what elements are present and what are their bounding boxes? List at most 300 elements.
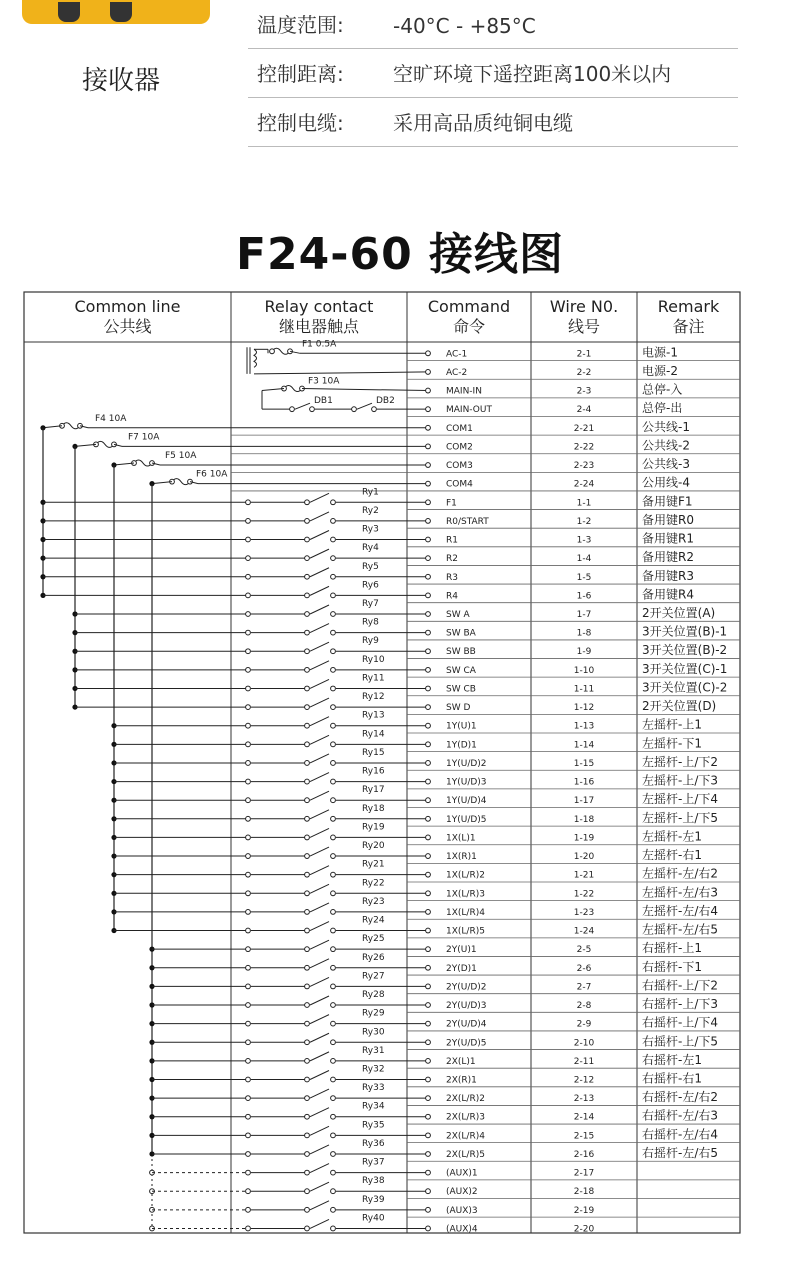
terminal-icon (331, 854, 336, 859)
remark-label: 公共线-3 (642, 457, 690, 472)
terminal-icon (305, 1170, 310, 1175)
remark-label: 右摇杆-下1 (642, 959, 702, 974)
remark-label: 备用键F1 (642, 494, 693, 509)
command-label: COM4 (446, 479, 473, 490)
relay-contact-icon (310, 512, 329, 521)
relay-contact-icon (310, 1164, 329, 1173)
relay-contact-icon (310, 661, 329, 670)
remark-label: 右摇杆-上/下5 (642, 1034, 719, 1049)
terminal-icon (331, 574, 336, 579)
terminal-icon (426, 1040, 431, 1045)
terminal-icon (426, 556, 431, 561)
command-label: R4 (446, 591, 458, 602)
wire-number: 2-5 (576, 945, 592, 956)
remark-label: 左摇杆-左1 (642, 829, 702, 844)
terminal-icon (426, 723, 431, 728)
terminal-icon (352, 407, 357, 412)
wire-number: 1-5 (576, 572, 592, 583)
remark-label: 3开关位置(B)-2 (642, 643, 728, 658)
remark-label: 右摇杆-上/下4 (642, 1015, 719, 1030)
relay-label: Ry11 (362, 673, 385, 684)
command-label: SW CB (446, 684, 476, 695)
terminal-icon (305, 835, 310, 840)
command-label: (AUX)4 (446, 1224, 478, 1235)
relay-contact-icon (310, 605, 329, 614)
terminal-icon (305, 593, 310, 598)
terminal-icon (426, 444, 431, 449)
terminal-icon (305, 1077, 310, 1082)
remark-label: 备用键R3 (642, 568, 694, 583)
terminal-icon (331, 798, 336, 803)
terminal-icon (246, 872, 251, 877)
wire-number: 1-14 (573, 740, 595, 751)
terminal-icon (426, 686, 431, 691)
terminal-icon (246, 761, 251, 766)
command-label: 2X(L/R)2 (446, 1094, 485, 1105)
relay-contact-icon (310, 1108, 329, 1117)
breaker-contact-icon (295, 403, 310, 409)
relay-contact-icon (310, 1182, 329, 1191)
terminal-icon (246, 518, 251, 523)
remark-label: 2开关位置(A) (642, 605, 716, 620)
relay-contact-icon (310, 866, 329, 875)
terminal-icon (305, 1021, 310, 1026)
terminal-icon (246, 965, 251, 970)
relay-contact-icon (310, 531, 329, 540)
spec-value: -40°C - +85°C (393, 14, 536, 38)
terminal-icon (331, 1003, 336, 1008)
remark-label: 左摇杆-左/右4 (642, 903, 719, 918)
relay-label: Ry15 (362, 747, 385, 758)
terminal-icon (426, 649, 431, 654)
wire-number: 1-4 (576, 554, 592, 565)
terminal-icon (426, 370, 431, 375)
terminal-icon (331, 761, 336, 766)
terminal-icon (426, 518, 431, 523)
wire-number: 2-11 (573, 1056, 595, 1067)
terminal-icon (305, 1207, 310, 1212)
relay-contact-icon (310, 698, 329, 707)
wire-number: 1-18 (573, 814, 595, 825)
terminal-icon (426, 537, 431, 542)
wire (262, 389, 284, 391)
wire (254, 372, 428, 374)
relay-contact-icon (310, 1219, 329, 1228)
terminal-icon (331, 965, 336, 970)
fuse-label: F6 10A (196, 469, 228, 480)
wire-number: 1-23 (573, 907, 595, 918)
command-label: AC-2 (446, 367, 468, 378)
spec-key: 控制电缆: (257, 111, 344, 135)
terminal-icon (246, 705, 251, 710)
wire-number: 2-21 (573, 423, 595, 434)
remark-label: 总停-出 (642, 401, 683, 416)
wire-number: 1-9 (576, 647, 592, 658)
wire-number: 1-21 (573, 870, 595, 881)
relay-contact-icon (310, 903, 329, 912)
relay-contact-icon (310, 959, 329, 968)
terminal-icon (246, 723, 251, 728)
command-label: 1X(L)1 (446, 833, 476, 844)
fuse-label: F7 10A (128, 432, 160, 443)
wire-number: 2-19 (573, 1205, 595, 1216)
terminal-icon (246, 612, 251, 617)
terminal-icon (331, 742, 336, 747)
relay-label: Ry4 (362, 543, 379, 554)
command-label: COM1 (446, 423, 473, 434)
remark-label: 备用键R4 (642, 587, 694, 602)
terminal-icon (246, 1170, 251, 1175)
relay-label: Ry2 (362, 505, 379, 516)
terminal-icon (246, 1003, 251, 1008)
terminal-icon (246, 1152, 251, 1157)
remark-label: 3开关位置(C)-2 (642, 680, 728, 695)
terminal-icon (246, 500, 251, 505)
wire-number: 1-12 (573, 703, 595, 714)
terminal-icon (305, 500, 310, 505)
relay-label: Ry7 (362, 598, 379, 609)
remark-label: 左摇杆-上/下5 (642, 810, 719, 825)
relay-label: Ry9 (362, 636, 379, 647)
terminal-icon (331, 705, 336, 710)
relay-contact-icon (310, 1201, 329, 1210)
remark-label: 备用键R1 (642, 531, 694, 546)
terminal-icon (246, 798, 251, 803)
relay-label: Ry33 (362, 1083, 385, 1094)
terminal-icon (331, 1170, 336, 1175)
relay-label: Ry17 (362, 785, 385, 796)
wire-number: 2-4 (576, 405, 592, 416)
terminal-icon (426, 965, 431, 970)
terminal-icon (426, 612, 431, 617)
remark-label: 左摇杆-上1 (642, 717, 702, 732)
wire-number: 1-11 (573, 684, 595, 695)
terminal-icon (246, 910, 251, 915)
relay-contact-icon (310, 754, 329, 763)
relay-label: Ry3 (362, 524, 379, 535)
terminal-icon (331, 910, 336, 915)
terminal-icon (331, 928, 336, 933)
relay-contact-icon (310, 549, 329, 558)
wire-number: 2-14 (573, 1112, 595, 1123)
terminal-icon (305, 779, 310, 784)
relay-label: Ry39 (362, 1194, 385, 1205)
terminal-icon (246, 537, 251, 542)
terminal-icon (246, 649, 251, 654)
terminal-icon (426, 705, 431, 710)
terminal-icon (426, 574, 431, 579)
column-header-zh: 继电器触点 (278, 317, 360, 336)
command-label: 2Y(U/D)2 (446, 982, 487, 993)
terminal-icon (426, 1058, 431, 1063)
relay-label: Ry5 (362, 561, 379, 572)
terminal-icon (246, 947, 251, 952)
terminal-icon (305, 1189, 310, 1194)
relay-label: Ry34 (362, 1101, 385, 1112)
column-header-zh: 备注 (672, 317, 705, 336)
command-label: 1X(R)1 (446, 852, 477, 863)
terminal-icon (426, 1003, 431, 1008)
fuse-label: F3 10A (308, 376, 340, 387)
terminal-icon (331, 723, 336, 728)
relay-contact-icon (310, 922, 329, 931)
wire-number: 1-17 (573, 796, 595, 807)
terminal-icon (246, 1096, 251, 1101)
command-label: 1Y(U/D)4 (446, 796, 487, 807)
spec-key: 控制距离: (257, 62, 344, 86)
remark-label: 2开关位置(D) (642, 699, 717, 714)
terminal-icon (331, 1207, 336, 1212)
wire (152, 482, 172, 484)
terminal-icon (331, 1040, 336, 1045)
remark-label: 公共线-2 (642, 438, 690, 453)
relay-contact-icon (310, 1089, 329, 1098)
terminal-icon (246, 1226, 251, 1231)
command-label: COM2 (446, 442, 473, 453)
terminal-icon (331, 984, 336, 989)
command-label: COM3 (446, 461, 473, 472)
terminal-icon (426, 835, 431, 840)
terminal-icon (305, 556, 310, 561)
terminal-icon (246, 816, 251, 821)
terminal-icon (305, 742, 310, 747)
wire-number: 1-15 (573, 758, 595, 769)
command-label: MAIN-OUT (446, 405, 492, 416)
spec-key: 温度范围: (257, 13, 344, 37)
remark-label: 右摇杆-上1 (642, 941, 702, 956)
command-label: 1Y(D)1 (446, 740, 477, 751)
remark-label: 左摇杆-上/下4 (642, 792, 719, 807)
wire-number: 1-3 (576, 535, 592, 546)
terminal-icon (305, 630, 310, 635)
remark-label: 右摇杆-左1 (642, 1052, 702, 1067)
fuse-label: F5 10A (165, 451, 197, 462)
terminal-icon (426, 984, 431, 989)
terminal-icon (246, 928, 251, 933)
relay-label: Ry8 (362, 617, 379, 628)
relay-contact-icon (310, 624, 329, 633)
terminal-icon (246, 1114, 251, 1119)
terminal-icon (331, 1226, 336, 1231)
terminal-icon (372, 407, 377, 412)
terminal-icon (305, 1003, 310, 1008)
terminal-icon (305, 1133, 310, 1138)
relay-label: Ry40 (362, 1213, 385, 1224)
command-label: 2Y(D)1 (446, 963, 477, 974)
relay-contact-icon (310, 810, 329, 819)
spec-value: 空旷环境下遥控距离100米以内 (393, 62, 672, 86)
command-label: 2X(R)1 (446, 1075, 477, 1086)
relay-contact-icon (310, 735, 329, 744)
terminal-icon (426, 761, 431, 766)
remark-label: 左摇杆-上/下2 (642, 754, 719, 769)
terminal-icon (426, 872, 431, 877)
relay-label: Ry12 (362, 692, 385, 703)
terminal-icon (305, 891, 310, 896)
terminal-icon (331, 537, 336, 542)
terminal-icon (426, 1021, 431, 1026)
command-label: 2Y(U/D)3 (446, 1001, 487, 1012)
terminal-icon (305, 537, 310, 542)
remark-label: 左摇杆-左/右5 (642, 922, 719, 937)
remark-label: 右摇杆-左/右2 (642, 1090, 719, 1105)
terminal-icon (270, 349, 275, 354)
relay-contact-icon (310, 773, 329, 782)
wire (302, 389, 428, 391)
terminal-icon (305, 761, 310, 766)
wire-number: 1-24 (573, 926, 595, 937)
terminal-icon (426, 798, 431, 803)
wire-number: 1-16 (573, 777, 595, 788)
relay-contact-icon (310, 1070, 329, 1079)
relay-contact-icon (310, 996, 329, 1005)
command-label: (AUX)2 (446, 1187, 478, 1198)
remark-label: 左摇杆-左/右2 (642, 866, 719, 881)
command-label: 2X(L/R)3 (446, 1112, 485, 1123)
command-label: AC-1 (446, 349, 468, 360)
terminal-icon (331, 649, 336, 654)
terminal-icon (426, 667, 431, 672)
terminal-icon (426, 742, 431, 747)
terminal-icon (426, 947, 431, 952)
command-label: 1Y(U/D)5 (446, 814, 487, 825)
receiver-label: 接收器 (82, 66, 161, 96)
remark-label: 右摇杆-上/下3 (642, 997, 719, 1012)
wire-number: 2-24 (573, 479, 595, 490)
wire (114, 463, 134, 465)
command-label: R1 (446, 535, 458, 546)
terminal-icon (331, 947, 336, 952)
relay-label: Ry13 (362, 710, 385, 721)
command-label: MAIN-IN (446, 386, 482, 397)
wire-number: 1-8 (576, 628, 592, 639)
terminal-icon (305, 854, 310, 859)
terminal-icon (331, 816, 336, 821)
terminal-icon (246, 1207, 251, 1212)
column-header-en: Command (427, 297, 511, 316)
terminal-icon (331, 1114, 336, 1119)
terminal-icon (426, 1133, 431, 1138)
relay-label: Ry35 (362, 1120, 385, 1131)
relay-label: Ry28 (362, 990, 385, 1001)
terminal-icon (331, 500, 336, 505)
wire-number: 2-2 (576, 367, 592, 378)
terminal-icon (426, 500, 431, 505)
terminal-icon (331, 612, 336, 617)
breaker-label: DB2 (376, 396, 395, 407)
relay-contact-icon (310, 493, 329, 502)
wire-number: 2-7 (576, 982, 592, 993)
remark-label: 备用键R0 (642, 512, 694, 527)
terminal-icon (305, 816, 310, 821)
command-label: 1Y(U/D)3 (446, 777, 487, 788)
relay-contact-icon (310, 1033, 329, 1042)
wire-number: 1-13 (573, 721, 595, 732)
terminal-icon (246, 984, 251, 989)
relay-label: Ry31 (362, 1045, 385, 1056)
terminal-icon (305, 984, 310, 989)
command-label: (AUX)3 (446, 1205, 478, 1216)
terminal-icon (246, 1021, 251, 1026)
terminal-icon (305, 649, 310, 654)
relay-contact-icon (310, 1145, 329, 1154)
command-label: R0/START (446, 516, 489, 527)
relay-contact-icon (310, 847, 329, 856)
terminal-icon (331, 835, 336, 840)
command-label: R2 (446, 554, 458, 565)
relay-contact-icon (310, 642, 329, 651)
terminal-icon (246, 742, 251, 747)
terminal-icon (426, 425, 431, 430)
relay-contact-icon (310, 828, 329, 837)
terminal-icon (246, 1189, 251, 1194)
command-label: 1Y(U/D)2 (446, 758, 487, 769)
terminal-icon (305, 872, 310, 877)
remark-label: 右摇杆-上/下2 (642, 978, 719, 993)
wire-number: 2-3 (576, 386, 592, 397)
wire-number: 2-16 (573, 1149, 595, 1160)
remark-label: 右摇杆-左/右4 (642, 1127, 719, 1142)
column-header-zh: 命令 (452, 317, 486, 336)
terminal-icon (331, 779, 336, 784)
terminal-icon (426, 891, 431, 896)
terminal-icon (331, 1152, 336, 1157)
terminal-icon (305, 686, 310, 691)
terminal-icon (331, 1077, 336, 1082)
remark-label: 公共线-1 (642, 419, 690, 434)
terminal-icon (305, 965, 310, 970)
column-header-en: Relay contact (264, 297, 374, 316)
terminal-icon (426, 928, 431, 933)
command-label: (AUX)1 (446, 1168, 478, 1179)
wire-number: 1-22 (573, 889, 595, 900)
command-label: SW CA (446, 665, 476, 676)
terminal-icon (331, 1021, 336, 1026)
wire-number: 2-12 (573, 1075, 595, 1086)
column-header-en: Remark (657, 297, 720, 316)
remark-label: 电源-1 (642, 345, 678, 360)
relay-contact-icon (310, 586, 329, 595)
terminal-icon (246, 891, 251, 896)
terminal-icon (426, 1114, 431, 1119)
terminal-icon (331, 630, 336, 635)
wire-number: 1-20 (573, 852, 595, 863)
breaker-label: DB1 (314, 396, 333, 407)
wire-number: 2-1 (576, 349, 592, 360)
relay-label: Ry22 (362, 878, 385, 889)
relay-label: Ry19 (362, 822, 385, 833)
terminal-icon (331, 1058, 336, 1063)
remark-label: 右摇杆-左/右5 (642, 1145, 719, 1160)
terminal-icon (246, 630, 251, 635)
fuse-label: F4 10A (95, 413, 127, 424)
relay-contact-icon (310, 884, 329, 893)
terminal-icon (246, 1040, 251, 1045)
relay-label: Ry23 (362, 896, 385, 907)
terminal-icon (246, 854, 251, 859)
terminal-icon (305, 947, 310, 952)
wire-number: 2-8 (576, 1001, 592, 1012)
terminal-icon (305, 928, 310, 933)
terminal-icon (305, 723, 310, 728)
command-label: SW A (446, 609, 470, 620)
terminal-icon (290, 407, 295, 412)
column-header-en: Wire N0. (549, 297, 619, 316)
command-label: 1X(L/R)3 (446, 889, 485, 900)
terminal-icon (305, 798, 310, 803)
relay-label: Ry32 (362, 1064, 385, 1075)
command-label: 2X(L)1 (446, 1056, 476, 1067)
